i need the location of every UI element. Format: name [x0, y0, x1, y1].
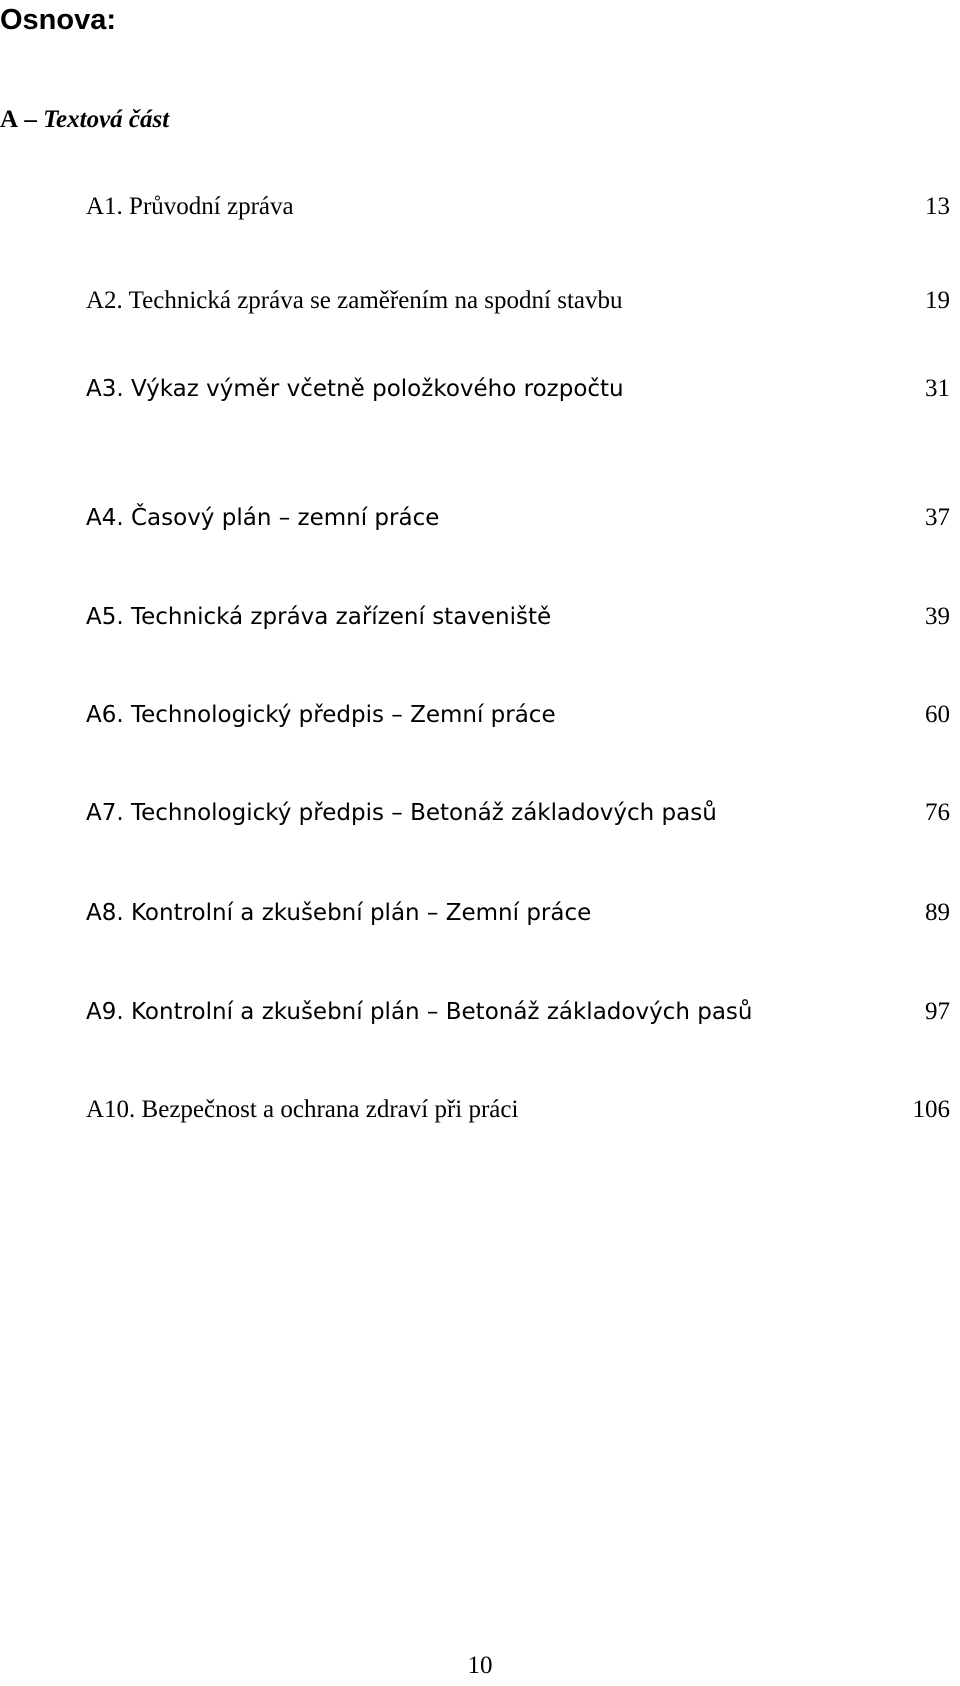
toc-entry-page: 60: [925, 701, 950, 728]
toc-entry-a4: [86, 501, 950, 535]
toc-entry-a3: [86, 372, 950, 406]
toc-entry-label: A2. Technická zpráva se zaměřením na spodní stavbu: [86, 287, 623, 314]
page-heading: Osnova:: [0, 4, 117, 36]
toc-entry-label: A7. Technologický předpis – Betonáž základových pasů: [86, 800, 717, 826]
toc-entry-page: 31: [925, 375, 950, 402]
toc-entry-label: A9. Kontrolní a zkušební plán – Betonáž základových pasů: [86, 999, 753, 1025]
toc-entry-page: 97: [925, 998, 950, 1025]
toc-entry-label: A6. Technologický předpis – Zemní práce: [86, 702, 556, 728]
toc-entry-a7: [86, 796, 950, 830]
toc-entry-a8: [86, 896, 950, 930]
toc-entry-page: 106: [912, 1096, 950, 1123]
toc-entry-a5: [86, 600, 950, 634]
toc-entry-page: 37: [925, 504, 950, 531]
toc-entry-page: 89: [925, 899, 950, 926]
toc-entry-a2: [86, 284, 950, 318]
toc-entry-page: 19: [925, 287, 950, 314]
section-dash: –: [24, 106, 37, 133]
toc-entry-page: 39: [925, 603, 950, 630]
toc-entry-page: 76: [925, 799, 950, 826]
toc-entry-label: A4. Časový plán – zemní práce: [86, 505, 440, 531]
toc-entry-label: A8. Kontrolní a zkušební plán – Zemní práce: [86, 900, 592, 926]
toc-entry-a6: [86, 698, 950, 732]
section-letter: A: [0, 106, 19, 133]
toc-entry-label: A1. Průvodní zpráva: [86, 193, 294, 220]
section-title: Textová část: [43, 106, 170, 133]
toc-entry-page: 13: [925, 193, 950, 220]
page-number: 10: [467, 1652, 493, 1679]
toc-entry-a9: [86, 995, 950, 1029]
toc-entry-label: A10. Bezpečnost a ochrana zdraví při práci: [86, 1096, 519, 1123]
toc-entry-label: A3. Výkaz výměr včetně položkového rozpočtu: [86, 376, 624, 402]
toc-entry-label: A5. Technická zpráva zařízení staveniště: [86, 604, 552, 630]
toc-entry-a10: [86, 1093, 950, 1127]
toc-entry-a1: [86, 190, 950, 224]
